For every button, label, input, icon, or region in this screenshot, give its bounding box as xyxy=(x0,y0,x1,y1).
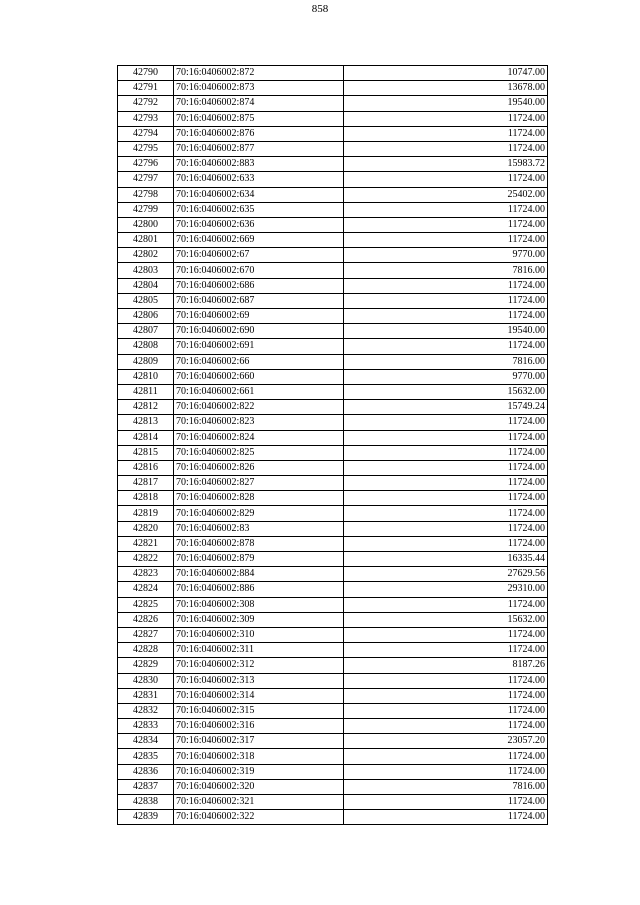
table-row xyxy=(118,384,548,399)
row-number-cell: 42830 xyxy=(118,673,174,688)
table-row xyxy=(118,66,548,81)
cadastral-number-cell: 70:16:0406002:636 xyxy=(174,217,344,232)
cadastral-number-cell: 70:16:0406002:320 xyxy=(174,779,344,794)
cadastral-number-cell: 70:16:0406002:313 xyxy=(174,673,344,688)
row-number-cell: 42805 xyxy=(118,293,174,308)
row-number-cell: 42804 xyxy=(118,278,174,293)
table-row xyxy=(118,96,548,111)
amount-cell: 16335.44 xyxy=(344,552,548,567)
cadastral-number-cell: 70:16:0406002:321 xyxy=(174,795,344,810)
cadastral-number-cell: 70:16:0406002:877 xyxy=(174,141,344,156)
cadastral-number-cell: 70:16:0406002:876 xyxy=(174,126,344,141)
table-row xyxy=(118,764,548,779)
amount-cell: 11724.00 xyxy=(344,309,548,324)
row-number-cell: 42798 xyxy=(118,187,174,202)
table-row xyxy=(118,354,548,369)
amount-cell: 7816.00 xyxy=(344,779,548,794)
amount-cell: 11724.00 xyxy=(344,795,548,810)
amount-cell: 19540.00 xyxy=(344,324,548,339)
table-row xyxy=(118,430,548,445)
row-number-cell: 42833 xyxy=(118,719,174,734)
table-row xyxy=(118,582,548,597)
cadastral-number-cell: 70:16:0406002:687 xyxy=(174,293,344,308)
table-row xyxy=(118,627,548,642)
amount-cell: 11724.00 xyxy=(344,415,548,430)
row-number-cell: 42811 xyxy=(118,384,174,399)
row-number-cell: 42795 xyxy=(118,141,174,156)
row-number-cell: 42810 xyxy=(118,369,174,384)
amount-cell: 11724.00 xyxy=(344,233,548,248)
row-number-cell: 42801 xyxy=(118,233,174,248)
row-number-cell: 42818 xyxy=(118,491,174,506)
table-row xyxy=(118,324,548,339)
row-number-cell: 42817 xyxy=(118,476,174,491)
amount-cell: 11724.00 xyxy=(344,217,548,232)
row-number-cell: 42822 xyxy=(118,552,174,567)
table-row xyxy=(118,248,548,263)
table-row xyxy=(118,719,548,734)
amount-cell: 11724.00 xyxy=(344,521,548,536)
registry-table-body xyxy=(118,66,548,825)
row-number-cell: 42816 xyxy=(118,460,174,475)
cadastral-number-cell: 70:16:0406002:826 xyxy=(174,460,344,475)
cadastral-number-cell: 70:16:0406002:660 xyxy=(174,369,344,384)
amount-cell: 7816.00 xyxy=(344,263,548,278)
amount-cell: 11724.00 xyxy=(344,810,548,825)
table-row xyxy=(118,703,548,718)
cadastral-number-cell: 70:16:0406002:690 xyxy=(174,324,344,339)
table-row xyxy=(118,795,548,810)
amount-cell: 11724.00 xyxy=(344,126,548,141)
table-row xyxy=(118,187,548,202)
row-number-cell: 42802 xyxy=(118,248,174,263)
row-number-cell: 42807 xyxy=(118,324,174,339)
amount-cell: 29310.00 xyxy=(344,582,548,597)
row-number-cell: 42791 xyxy=(118,81,174,96)
cadastral-number-cell: 70:16:0406002:67 xyxy=(174,248,344,263)
table-row xyxy=(118,202,548,217)
row-number-cell: 42806 xyxy=(118,309,174,324)
amount-cell: 15749.24 xyxy=(344,400,548,415)
cadastral-number-cell: 70:16:0406002:66 xyxy=(174,354,344,369)
table-row xyxy=(118,597,548,612)
row-number-cell: 42815 xyxy=(118,445,174,460)
row-number-cell: 42839 xyxy=(118,810,174,825)
amount-cell: 11724.00 xyxy=(344,172,548,187)
amount-cell: 10747.00 xyxy=(344,66,548,81)
table-row xyxy=(118,445,548,460)
cadastral-number-cell: 70:16:0406002:686 xyxy=(174,278,344,293)
table-row xyxy=(118,749,548,764)
cadastral-number-cell: 70:16:0406002:828 xyxy=(174,491,344,506)
registry-table xyxy=(117,65,548,825)
table-row xyxy=(118,567,548,582)
amount-cell: 11724.00 xyxy=(344,703,548,718)
amount-cell: 11724.00 xyxy=(344,506,548,521)
table-row xyxy=(118,369,548,384)
row-number-cell: 42821 xyxy=(118,536,174,551)
amount-cell: 23057.20 xyxy=(344,734,548,749)
amount-cell: 9770.00 xyxy=(344,369,548,384)
cadastral-number-cell: 70:16:0406002:661 xyxy=(174,384,344,399)
row-number-cell: 42825 xyxy=(118,597,174,612)
cadastral-number-cell: 70:16:0406002:670 xyxy=(174,263,344,278)
cadastral-number-cell: 70:16:0406002:872 xyxy=(174,66,344,81)
table-row xyxy=(118,263,548,278)
amount-cell: 27629.56 xyxy=(344,567,548,582)
table-row xyxy=(118,172,548,187)
cadastral-number-cell: 70:16:0406002:633 xyxy=(174,172,344,187)
cadastral-number-cell: 70:16:0406002:825 xyxy=(174,445,344,460)
row-number-cell: 42820 xyxy=(118,521,174,536)
cadastral-number-cell: 70:16:0406002:69 xyxy=(174,309,344,324)
table-row xyxy=(118,491,548,506)
table-row xyxy=(118,734,548,749)
cadastral-number-cell: 70:16:0406002:878 xyxy=(174,536,344,551)
cadastral-number-cell: 70:16:0406002:315 xyxy=(174,703,344,718)
table-row xyxy=(118,688,548,703)
row-number-cell: 42797 xyxy=(118,172,174,187)
row-number-cell: 42835 xyxy=(118,749,174,764)
row-number-cell: 42814 xyxy=(118,430,174,445)
row-number-cell: 42831 xyxy=(118,688,174,703)
amount-cell: 11724.00 xyxy=(344,643,548,658)
cadastral-number-cell: 70:16:0406002:311 xyxy=(174,643,344,658)
amount-cell: 8187.26 xyxy=(344,658,548,673)
table-row xyxy=(118,339,548,354)
row-number-cell: 42812 xyxy=(118,400,174,415)
cadastral-number-cell: 70:16:0406002:884 xyxy=(174,567,344,582)
row-number-cell: 42790 xyxy=(118,66,174,81)
table-row xyxy=(118,673,548,688)
amount-cell: 11724.00 xyxy=(344,141,548,156)
row-number-cell: 42823 xyxy=(118,567,174,582)
table-row xyxy=(118,81,548,96)
amount-cell: 15983.72 xyxy=(344,157,548,172)
amount-cell: 11724.00 xyxy=(344,202,548,217)
amount-cell: 11724.00 xyxy=(344,278,548,293)
amount-cell: 19540.00 xyxy=(344,96,548,111)
cadastral-number-cell: 70:16:0406002:310 xyxy=(174,627,344,642)
cadastral-number-cell: 70:16:0406002:308 xyxy=(174,597,344,612)
table-row xyxy=(118,111,548,126)
amount-cell: 11724.00 xyxy=(344,688,548,703)
table-row xyxy=(118,233,548,248)
amount-cell: 15632.00 xyxy=(344,612,548,627)
cadastral-number-cell: 70:16:0406002:319 xyxy=(174,764,344,779)
amount-cell: 15632.00 xyxy=(344,384,548,399)
table-row xyxy=(118,552,548,567)
amount-cell: 11724.00 xyxy=(344,111,548,126)
table-row xyxy=(118,643,548,658)
row-number-cell: 42813 xyxy=(118,415,174,430)
table-row xyxy=(118,612,548,627)
table-row xyxy=(118,141,548,156)
row-number-cell: 42829 xyxy=(118,658,174,673)
row-number-cell: 42793 xyxy=(118,111,174,126)
table-row xyxy=(118,536,548,551)
cadastral-number-cell: 70:16:0406002:822 xyxy=(174,400,344,415)
cadastral-number-cell: 70:16:0406002:824 xyxy=(174,430,344,445)
amount-cell: 11724.00 xyxy=(344,460,548,475)
page-number: 858 xyxy=(311,3,329,15)
amount-cell: 11724.00 xyxy=(344,491,548,506)
amount-cell: 11724.00 xyxy=(344,764,548,779)
row-number-cell: 42828 xyxy=(118,643,174,658)
cadastral-number-cell: 70:16:0406002:312 xyxy=(174,658,344,673)
table-row xyxy=(118,460,548,475)
row-number-cell: 42832 xyxy=(118,703,174,718)
amount-cell: 11724.00 xyxy=(344,445,548,460)
cadastral-number-cell: 70:16:0406002:879 xyxy=(174,552,344,567)
cadastral-number-cell: 70:16:0406002:669 xyxy=(174,233,344,248)
cadastral-number-cell: 70:16:0406002:883 xyxy=(174,157,344,172)
row-number-cell: 42819 xyxy=(118,506,174,521)
cadastral-number-cell: 70:16:0406002:874 xyxy=(174,96,344,111)
row-number-cell: 42800 xyxy=(118,217,174,232)
row-number-cell: 42834 xyxy=(118,734,174,749)
table-row xyxy=(118,415,548,430)
amount-cell: 11724.00 xyxy=(344,673,548,688)
amount-cell: 11724.00 xyxy=(344,293,548,308)
amount-cell: 11724.00 xyxy=(344,339,548,354)
row-number-cell: 42826 xyxy=(118,612,174,627)
cadastral-number-cell: 70:16:0406002:829 xyxy=(174,506,344,521)
table-row xyxy=(118,217,548,232)
amount-cell: 25402.00 xyxy=(344,187,548,202)
amount-cell: 11724.00 xyxy=(344,597,548,612)
cadastral-number-cell: 70:16:0406002:827 xyxy=(174,476,344,491)
cadastral-number-cell: 70:16:0406002:873 xyxy=(174,81,344,96)
table-row xyxy=(118,658,548,673)
amount-cell: 7816.00 xyxy=(344,354,548,369)
amount-cell: 11724.00 xyxy=(344,627,548,642)
table-row xyxy=(118,506,548,521)
row-number-cell: 42808 xyxy=(118,339,174,354)
cadastral-number-cell: 70:16:0406002:83 xyxy=(174,521,344,536)
table-row xyxy=(118,400,548,415)
cadastral-number-cell: 70:16:0406002:635 xyxy=(174,202,344,217)
cadastral-number-cell: 70:16:0406002:317 xyxy=(174,734,344,749)
row-number-cell: 42796 xyxy=(118,157,174,172)
row-number-cell: 42838 xyxy=(118,795,174,810)
row-number-cell: 42803 xyxy=(118,263,174,278)
amount-cell: 11724.00 xyxy=(344,430,548,445)
row-number-cell: 42792 xyxy=(118,96,174,111)
cadastral-number-cell: 70:16:0406002:316 xyxy=(174,719,344,734)
amount-cell: 11724.00 xyxy=(344,476,548,491)
row-number-cell: 42837 xyxy=(118,779,174,794)
cadastral-number-cell: 70:16:0406002:309 xyxy=(174,612,344,627)
cadastral-number-cell: 70:16:0406002:314 xyxy=(174,688,344,703)
cadastral-number-cell: 70:16:0406002:634 xyxy=(174,187,344,202)
row-number-cell: 42799 xyxy=(118,202,174,217)
cadastral-number-cell: 70:16:0406002:886 xyxy=(174,582,344,597)
table-row xyxy=(118,293,548,308)
row-number-cell: 42836 xyxy=(118,764,174,779)
table-row xyxy=(118,309,548,324)
amount-cell: 13678.00 xyxy=(344,81,548,96)
amount-cell: 9770.00 xyxy=(344,248,548,263)
amount-cell: 11724.00 xyxy=(344,719,548,734)
cadastral-number-cell: 70:16:0406002:875 xyxy=(174,111,344,126)
row-number-cell: 42824 xyxy=(118,582,174,597)
table-row xyxy=(118,521,548,536)
table-row xyxy=(118,810,548,825)
table-row xyxy=(118,779,548,794)
cadastral-number-cell: 70:16:0406002:691 xyxy=(174,339,344,354)
cadastral-number-cell: 70:16:0406002:318 xyxy=(174,749,344,764)
row-number-cell: 42827 xyxy=(118,627,174,642)
cadastral-number-cell: 70:16:0406002:322 xyxy=(174,810,344,825)
table-row xyxy=(118,157,548,172)
row-number-cell: 42794 xyxy=(118,126,174,141)
amount-cell: 11724.00 xyxy=(344,536,548,551)
table-row xyxy=(118,126,548,141)
table-row xyxy=(118,476,548,491)
table-row xyxy=(118,278,548,293)
amount-cell: 11724.00 xyxy=(344,749,548,764)
row-number-cell: 42809 xyxy=(118,354,174,369)
cadastral-number-cell: 70:16:0406002:823 xyxy=(174,415,344,430)
